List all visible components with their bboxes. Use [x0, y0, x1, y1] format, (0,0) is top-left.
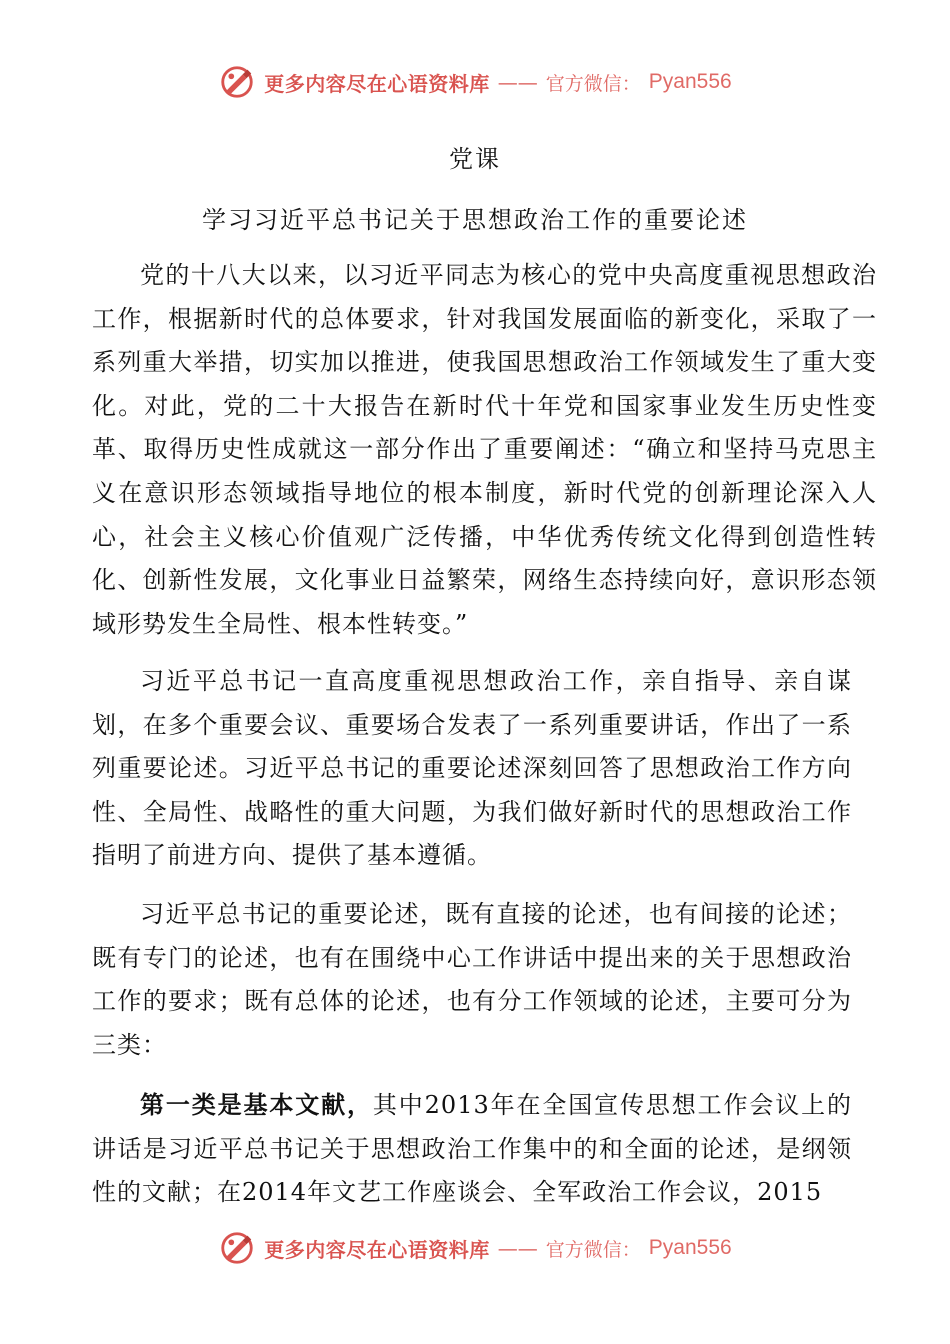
- watermark-dash: ——: [497, 1236, 538, 1260]
- pen-logo-icon: [218, 63, 256, 101]
- paragraph-1: 党的十八大以来，以习近平同志为核心的党中央高度重视思想政治工作，根据新时代的总体要求，针对我国发展面临的新变化，采取了一系列重大举措，切实加以推进，使我国思想政治工作领域发生了重大变化。对此，党的二十大报告在新时代十年党和国家事业发生历史性变革、取得历史性成就这一部分作出了重要阐述：“确立和坚持马克思主义在意识形态领域指导地位的根本制度，新时代党的创新理论深入人心，社会主义核心价值观广泛传播，中华优秀传统文化得到创造性转化、创新性发展，文化事业日益繁荣，网络生态持续向好，意识形态领域形势发生全局性、根本性转变。”: [92, 261, 877, 638]
- watermark-dash: ——: [497, 70, 538, 94]
- paragraph-4: [92, 1083, 852, 1215]
- watermark-main-text: 更多内容尽在心语资料库: [264, 71, 490, 96]
- watermark-footer: [0, 1226, 950, 1270]
- watermark-wechat-id: Pyan556: [648, 70, 732, 93]
- document-subtitle: 学习习近平总书记关于思想政治工作的重要论述: [202, 206, 748, 234]
- watermark-wechat-id: Pyan556: [648, 1236, 732, 1259]
- paragraph-4-lead: 第一类是基本文献，: [140, 1090, 373, 1119]
- watermark-label: 官方微信：: [545, 1238, 641, 1261]
- watermark-main-text: 更多内容尽在心语资料库: [264, 1237, 490, 1262]
- paragraph-3: 习近平总书记的重要论述，既有直接的论述，也有间接的论述；既有专门的论述，也有在围绕中心工作讲话中提出来的关于思想政治工作的要求；既有总体的论述，也有分工作领域的论述，主要可分为三类：: [92, 900, 852, 1059]
- watermark-label: 官方微信：: [545, 72, 641, 95]
- paragraph-2: 习近平总书记一直高度重视思想政治工作，亲自指导、亲自谋划，在多个重要会议、重要场合发表了一系列重要讲话，作出了一系列重要论述。习近平总书记的重要论述深刻回答了思想政治工作方向性、全局性、战略性的重大问题，为我们做好新时代的思想政治工作指明了前进方向、提供了基本遵循。: [92, 667, 852, 870]
- pen-logo-icon: [218, 1229, 256, 1267]
- document-title: 党课: [449, 145, 501, 173]
- paragraph-4-body: 其中2013年在全国宣传思想工作会议上的讲话是习近平总书记关于思想政治工作集中的和全面的论述，是纲领性的文献；在2014年文艺工作座谈会、全军政治工作会议，2015: [92, 1091, 853, 1207]
- watermark-header: [0, 60, 950, 104]
